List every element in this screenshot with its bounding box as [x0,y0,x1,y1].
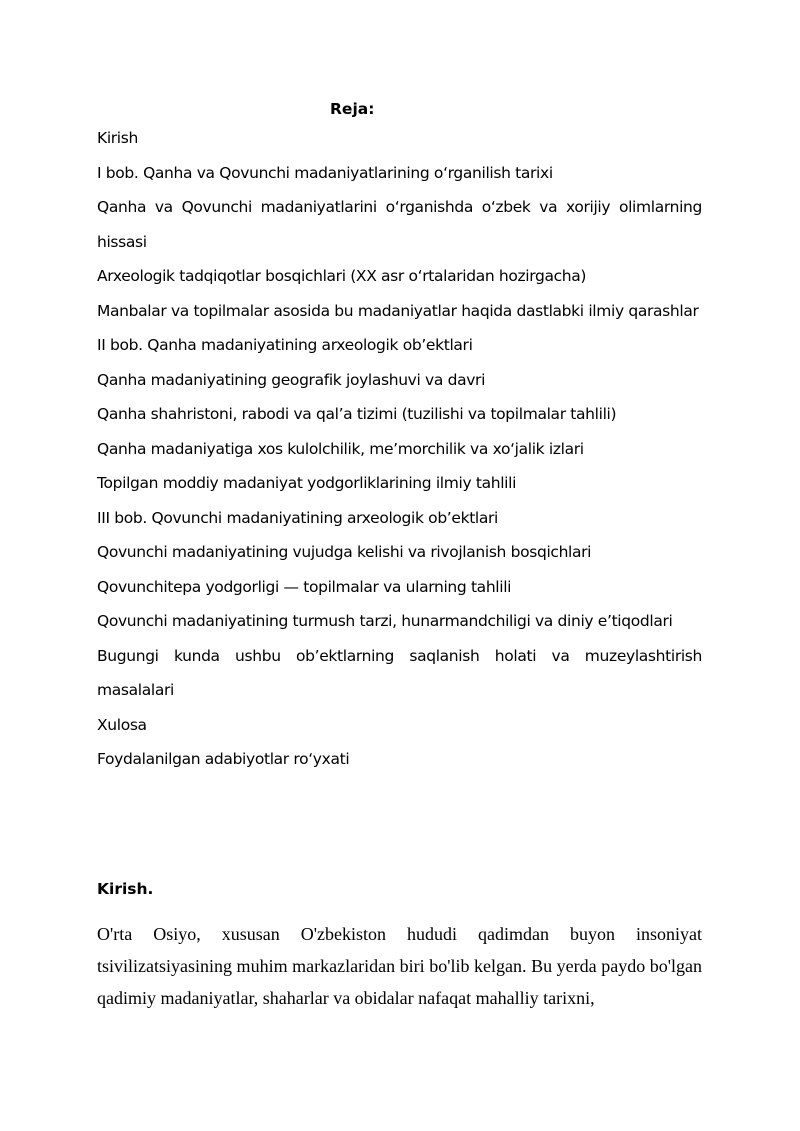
plan-item: Arxeologik tadqiqotlar bosqichlari (XX asr o‘rtalaridan hozirgacha) [97,267,587,285]
plan-item: Qanha madaniyatining geografik joylashuvi va davri [97,370,486,389]
plan-item: Qovunchitepa yodgorligi — topilmalar va ularning tahlili [97,577,512,596]
plan-item: Qanha shahristoni, rabodi va qal’a tizimi (tuzilishi va topilmalar tahlili) [97,405,617,423]
plan-item: Topilgan moddiy madaniyat yodgorliklarining ilmiy tahlili [97,474,517,492]
plan-item: I bob. Qanha va Qovunchi madaniyatlarining o‘rganilish tarixi [97,163,553,182]
plan-item: III bob. Qovunchi madaniyatining arxeologik ob’ektlari [97,508,499,527]
plan-item: Qovunchi madaniyatining turmush tarzi, hunarmandchiligi va diniy e’tiqodlari [97,612,673,630]
plan-item: Kirish [97,129,138,147]
plan-item: Xulosa [97,715,147,734]
plan-item: Qovunchi madaniyatining vujudga kelishi va rivojlanish bosqichlari [97,543,592,561]
intro-paragraph: O'rta Osiyo, xususan O'zbekiston hududi qadimdan buyon insoniyat tsivilizatsiyasining muhim markazlaridan biri bo'lib kelgan. Bu yerda paydo bo'lgan qadimiy madaniyatlar, shaharlar va obidalar nafaqat mahalliy tarixni, [97,924,702,1008]
plan-item: II bob. Qanha madaniyatining arxeologik ob’ektlari [97,336,473,354]
plan-item: Manbalar va topilmalar asosida bu madaniyatlar haqida dastlabki ilmiy qarashlar [97,301,699,320]
plan-item: Qanha va Qovunchi madaniyatlarini o‘rganishda o‘zbek va xorijiy olimlarning hissasi [97,198,702,251]
plan-item: Qanha madaniyatiga xos kulolchilik, me’morchilik va xo‘jalik izlari [97,439,584,458]
intro-heading: Kirish. [97,880,154,898]
plan-list [97,121,702,777]
plan-title: Reja: [330,100,375,118]
plan-item: Foydalanilgan adabiyotlar ro‘yxati [97,750,350,768]
plan-item: Bugungi kunda ushbu ob’ektlarning saqlanish holati va muzeylashtirish masalalari [97,646,702,699]
